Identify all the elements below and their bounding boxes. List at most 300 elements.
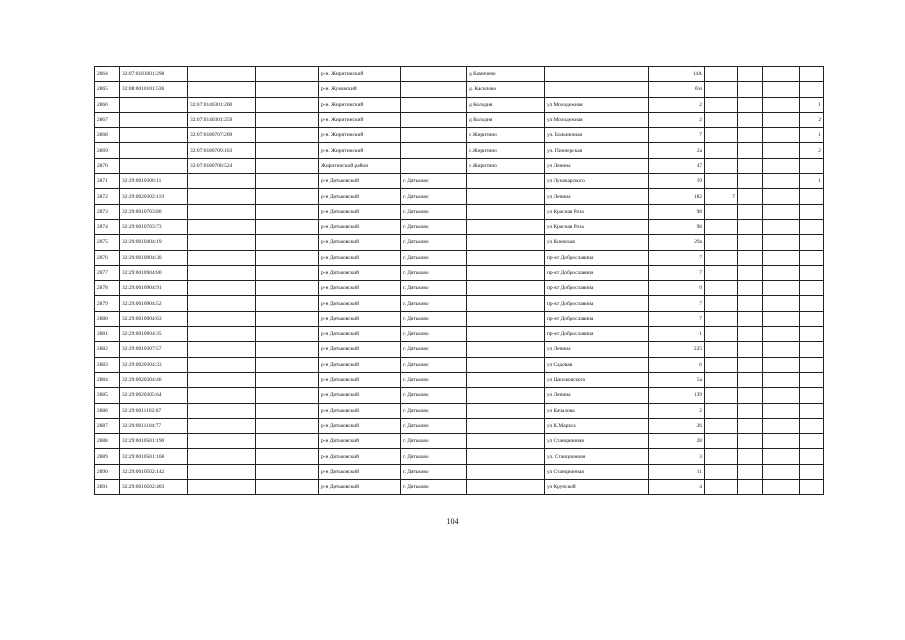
table-cell bbox=[763, 204, 800, 219]
table-cell: 7 bbox=[649, 311, 705, 326]
table-cell: ул. Пионерская bbox=[545, 143, 649, 158]
table-cell bbox=[800, 281, 824, 296]
table-cell bbox=[467, 311, 545, 326]
table-cell bbox=[800, 388, 824, 403]
table-cell bbox=[800, 418, 824, 433]
table-cell: 2886 bbox=[95, 403, 120, 418]
table-cell: 32:29:0010501:168 bbox=[120, 449, 188, 464]
table-cell bbox=[120, 112, 188, 127]
table-cell: д Колодня bbox=[467, 112, 545, 127]
table-cell: г. Дятьково bbox=[401, 357, 467, 372]
table-cell: 2878 bbox=[95, 281, 120, 296]
table-cell bbox=[800, 204, 824, 219]
table-cell bbox=[705, 143, 738, 158]
table-cell bbox=[256, 449, 319, 464]
table-cell: 2871 bbox=[95, 174, 120, 189]
table-cell bbox=[705, 464, 738, 479]
table-cell bbox=[738, 480, 763, 495]
table-cell: 225 bbox=[649, 342, 705, 357]
table-cell bbox=[705, 82, 738, 97]
table-cell bbox=[705, 480, 738, 495]
table-cell bbox=[738, 158, 763, 173]
table-cell: 2 bbox=[649, 403, 705, 418]
table-cell bbox=[256, 480, 319, 495]
table-cell bbox=[800, 189, 824, 204]
table-cell bbox=[401, 112, 467, 127]
table-cell bbox=[763, 97, 800, 112]
table-cell: 19 bbox=[649, 174, 705, 189]
table-row bbox=[95, 311, 824, 326]
table-row bbox=[95, 174, 824, 189]
table-row bbox=[95, 235, 824, 250]
table-cell bbox=[738, 219, 763, 234]
table-cell: 2891 bbox=[95, 480, 120, 495]
table-cell bbox=[467, 418, 545, 433]
table-cell: 2885 bbox=[95, 388, 120, 403]
table-cell: 2873 bbox=[95, 204, 120, 219]
table-cell: г. Дятьково bbox=[401, 296, 467, 311]
table-cell: г. Дятьково bbox=[401, 434, 467, 449]
table-cell: р-н Дятьковский bbox=[319, 219, 401, 234]
table-cell: ул Ленина bbox=[545, 342, 649, 357]
table-cell bbox=[763, 403, 800, 418]
table-cell bbox=[800, 235, 824, 250]
table-cell bbox=[120, 97, 188, 112]
table-cell: 32:29:0010904:80 bbox=[120, 265, 188, 280]
table-cell: г. Дятьково bbox=[401, 189, 467, 204]
table-cell: 32:29:0010904:30 bbox=[120, 250, 188, 265]
table-cell bbox=[738, 281, 763, 296]
table-cell: д Колодня bbox=[467, 97, 545, 112]
table-cell: 2889 bbox=[95, 449, 120, 464]
table-cell: 2881 bbox=[95, 327, 120, 342]
table-cell bbox=[763, 112, 800, 127]
table-cell: 2880 bbox=[95, 311, 120, 326]
table-row bbox=[95, 204, 824, 219]
table-cell: 9 bbox=[649, 281, 705, 296]
table-cell: г. Дятьково bbox=[401, 403, 467, 418]
table-cell: 32:29:0010306:11 bbox=[120, 174, 188, 189]
table-row bbox=[95, 97, 824, 112]
table-cell: 2869 bbox=[95, 143, 120, 158]
table-cell bbox=[188, 189, 256, 204]
table-cell bbox=[401, 158, 467, 173]
table-cell: ул Красная Роза bbox=[545, 204, 649, 219]
table-row bbox=[95, 128, 824, 143]
table-cell: 2879 bbox=[95, 296, 120, 311]
table-cell bbox=[188, 265, 256, 280]
table-row bbox=[95, 327, 824, 342]
table-row bbox=[95, 82, 824, 97]
table-cell bbox=[188, 372, 256, 387]
table-cell bbox=[738, 311, 763, 326]
table-cell bbox=[188, 403, 256, 418]
table-cell bbox=[705, 204, 738, 219]
table-cell bbox=[738, 128, 763, 143]
table-cell bbox=[763, 434, 800, 449]
table-cell: р-н. Жиритинский bbox=[319, 143, 401, 158]
table-cell: р-н Дятьковский bbox=[319, 281, 401, 296]
table-cell bbox=[800, 357, 824, 372]
table-cell bbox=[705, 327, 738, 342]
register-table bbox=[94, 66, 824, 495]
table-cell bbox=[188, 311, 256, 326]
table-cell bbox=[467, 296, 545, 311]
table-cell: 2868 bbox=[95, 128, 120, 143]
table-cell bbox=[738, 67, 763, 82]
table-cell: 7 bbox=[649, 296, 705, 311]
table-cell: 2884 bbox=[95, 372, 120, 387]
table-cell: 2 bbox=[800, 143, 824, 158]
table-cell bbox=[467, 372, 545, 387]
table-cell: б/н bbox=[649, 82, 705, 97]
table-cell: 182 bbox=[649, 189, 705, 204]
table-cell: 32:29:0010904:35 bbox=[120, 327, 188, 342]
table-cell bbox=[705, 128, 738, 143]
table-cell: 32:07:0181001:298 bbox=[120, 67, 188, 82]
table-cell: г. Дятьково bbox=[401, 464, 467, 479]
table-cell bbox=[188, 480, 256, 495]
table-cell: р-н Дятьковский bbox=[319, 174, 401, 189]
table-cell: 32:29:0020304:33 bbox=[120, 357, 188, 372]
table-cell bbox=[188, 342, 256, 357]
table-cell bbox=[738, 143, 763, 158]
table-cell: р-н. Жиритинский bbox=[319, 97, 401, 112]
table-cell: 28 bbox=[649, 434, 705, 449]
table-cell: р-н. Жуковский bbox=[319, 82, 401, 97]
table-cell bbox=[256, 403, 319, 418]
table-cell: р-н Дятьковский bbox=[319, 189, 401, 204]
table-cell: 7 bbox=[649, 250, 705, 265]
table-cell: ул Молодежная bbox=[545, 112, 649, 127]
table-row bbox=[95, 67, 824, 82]
table-cell bbox=[256, 158, 319, 173]
table-cell: 2867 bbox=[95, 112, 120, 127]
table-cell: 14А bbox=[649, 67, 705, 82]
table-cell: г. Дятьково bbox=[401, 265, 467, 280]
table-cell: 98 bbox=[649, 219, 705, 234]
table-cell bbox=[256, 327, 319, 342]
table-row bbox=[95, 296, 824, 311]
table-cell bbox=[188, 357, 256, 372]
table-cell bbox=[467, 464, 545, 479]
table-cell bbox=[188, 235, 256, 250]
table-cell bbox=[705, 281, 738, 296]
table-cell: р-н Дятьковский bbox=[319, 480, 401, 495]
table-row bbox=[95, 434, 824, 449]
table-cell bbox=[738, 174, 763, 189]
table-cell: с.Жиритино bbox=[467, 158, 545, 173]
table-cell bbox=[763, 265, 800, 280]
table-cell: 32:07:0140301:260 bbox=[188, 97, 256, 112]
table-cell bbox=[401, 143, 467, 158]
table-cell: 1 bbox=[800, 128, 824, 143]
table-cell: ул К.Маркса bbox=[545, 418, 649, 433]
table-cell bbox=[467, 219, 545, 234]
table-cell bbox=[467, 281, 545, 296]
table-cell: с.Жиритино bbox=[467, 143, 545, 158]
table-cell: 32:29:0020305:64 bbox=[120, 388, 188, 403]
table-cell bbox=[256, 281, 319, 296]
table-cell bbox=[705, 235, 738, 250]
table-cell bbox=[256, 388, 319, 403]
table-row bbox=[95, 464, 824, 479]
table-cell bbox=[467, 342, 545, 357]
table-cell: р-н. Жиритинский bbox=[319, 67, 401, 82]
table-cell: р-н Дятьковский bbox=[319, 388, 401, 403]
table-cell bbox=[705, 418, 738, 433]
table-cell bbox=[188, 449, 256, 464]
table-cell bbox=[705, 112, 738, 127]
table-cell: 32:29:0011104:77 bbox=[120, 418, 188, 433]
table-cell bbox=[705, 158, 738, 173]
table-cell bbox=[256, 464, 319, 479]
table-cell: ул Циолковского bbox=[545, 372, 649, 387]
table-cell bbox=[467, 357, 545, 372]
table-cell: 6 bbox=[649, 357, 705, 372]
table-row bbox=[95, 265, 824, 280]
table-cell bbox=[763, 311, 800, 326]
table-cell bbox=[545, 67, 649, 82]
table-cell: ул Ленина bbox=[545, 158, 649, 173]
table-cell bbox=[467, 480, 545, 495]
table-cell: 32:08:0010101:536 bbox=[120, 82, 188, 97]
table-cell: 32:29:0020304:46 bbox=[120, 372, 188, 387]
table-cell bbox=[738, 464, 763, 479]
table-cell: 26 bbox=[649, 418, 705, 433]
table-row bbox=[95, 281, 824, 296]
table-cell bbox=[738, 418, 763, 433]
table-cell bbox=[763, 327, 800, 342]
table-cell: д Камичево bbox=[467, 67, 545, 82]
table-cell bbox=[467, 449, 545, 464]
table-cell bbox=[763, 189, 800, 204]
table-cell: ул Станционная bbox=[545, 464, 649, 479]
table-cell bbox=[763, 235, 800, 250]
table-cell: пр-кт Доброславина bbox=[545, 250, 649, 265]
table-cell bbox=[188, 434, 256, 449]
table-cell bbox=[467, 403, 545, 418]
table-cell: д. Касилово bbox=[467, 82, 545, 97]
table-cell bbox=[800, 434, 824, 449]
table-cell bbox=[256, 112, 319, 127]
table-cell: г. Дятьково bbox=[401, 281, 467, 296]
table-cell: 98 bbox=[649, 204, 705, 219]
table-cell: р-н Дятьковский bbox=[319, 403, 401, 418]
table-cell: 7 bbox=[649, 128, 705, 143]
table-cell bbox=[120, 143, 188, 158]
table-cell: 32:29:0010703:73 bbox=[120, 219, 188, 234]
table-cell bbox=[763, 449, 800, 464]
table-cell: г. Дятьково bbox=[401, 449, 467, 464]
table-cell: г. Дятьково bbox=[401, 418, 467, 433]
table-cell: 7 bbox=[705, 189, 738, 204]
table-cell: ул Ленина bbox=[545, 189, 649, 204]
table-row bbox=[95, 418, 824, 433]
table-cell: 4 bbox=[649, 480, 705, 495]
table-cell: г. Дятьково bbox=[401, 311, 467, 326]
table-cell bbox=[738, 372, 763, 387]
table-cell: р-н Дятьковский bbox=[319, 327, 401, 342]
register-table-body bbox=[95, 67, 824, 495]
table-cell bbox=[705, 219, 738, 234]
table-cell bbox=[256, 174, 319, 189]
table-cell bbox=[800, 464, 824, 479]
table-cell: ул Станционная bbox=[545, 434, 649, 449]
table-cell: ул Луначарского bbox=[545, 174, 649, 189]
table-cell: р-н Дятьковский bbox=[319, 250, 401, 265]
table-cell: г. Дятьково bbox=[401, 372, 467, 387]
table-cell: р-н Дятьковский bbox=[319, 311, 401, 326]
table-cell bbox=[738, 342, 763, 357]
table-row bbox=[95, 449, 824, 464]
table-cell: 32:29:0010502:403 bbox=[120, 480, 188, 495]
table-cell bbox=[705, 67, 738, 82]
table-cell: 2866 bbox=[95, 97, 120, 112]
table-cell: ул Красная Роза bbox=[545, 219, 649, 234]
table-cell bbox=[763, 342, 800, 357]
table-cell: р-н Дятьковский bbox=[319, 418, 401, 433]
table-cell bbox=[188, 204, 256, 219]
table-cell bbox=[256, 372, 319, 387]
table-cell bbox=[401, 128, 467, 143]
table-cell: р-н Дятьковский bbox=[319, 464, 401, 479]
table-cell: 7 bbox=[649, 265, 705, 280]
table-row bbox=[95, 219, 824, 234]
table-cell bbox=[256, 82, 319, 97]
table-cell bbox=[120, 158, 188, 173]
page-number: 104 bbox=[446, 517, 459, 526]
table-cell bbox=[763, 296, 800, 311]
table-cell bbox=[467, 327, 545, 342]
table-cell: 32:07:0180709:163 bbox=[188, 143, 256, 158]
table-cell bbox=[467, 388, 545, 403]
table-cell: пр-кт Доброславина bbox=[545, 311, 649, 326]
table-cell: г. Дятьково bbox=[401, 235, 467, 250]
table-cell bbox=[467, 189, 545, 204]
table-cell bbox=[763, 480, 800, 495]
table-cell: 32:07:0180707:209 bbox=[188, 128, 256, 143]
table-cell: 32:29:0010904:91 bbox=[120, 281, 188, 296]
table-cell bbox=[705, 174, 738, 189]
table-cell: р-н Дятьковский bbox=[319, 296, 401, 311]
table-cell bbox=[763, 158, 800, 173]
table-cell bbox=[256, 97, 319, 112]
table-cell: ул Ленина bbox=[545, 388, 649, 403]
table-cell bbox=[467, 434, 545, 449]
table-cell bbox=[763, 464, 800, 479]
table-cell bbox=[800, 342, 824, 357]
table-cell bbox=[738, 97, 763, 112]
table-cell bbox=[763, 67, 800, 82]
table-cell: 2874 bbox=[95, 219, 120, 234]
table-cell: р-н Дятьковский bbox=[319, 449, 401, 464]
table-cell: г. Дятьково bbox=[401, 388, 467, 403]
table-cell: 2877 bbox=[95, 265, 120, 280]
table-cell: ул. Больничная bbox=[545, 128, 649, 143]
table-cell bbox=[738, 189, 763, 204]
table-row bbox=[95, 480, 824, 495]
table-cell bbox=[401, 82, 467, 97]
table-row bbox=[95, 189, 824, 204]
table-cell bbox=[256, 219, 319, 234]
table-cell bbox=[256, 143, 319, 158]
table-row bbox=[95, 158, 824, 173]
table-cell: р-н Дятьковский bbox=[319, 342, 401, 357]
table-cell bbox=[763, 250, 800, 265]
table-cell bbox=[738, 403, 763, 418]
table-cell bbox=[705, 250, 738, 265]
table-cell: р-н Дятьковский bbox=[319, 357, 401, 372]
table-cell: ул Садовая bbox=[545, 357, 649, 372]
table-cell: 2882 bbox=[95, 342, 120, 357]
table-cell bbox=[256, 342, 319, 357]
table-cell: пр-кт Доброславина bbox=[545, 265, 649, 280]
table-cell bbox=[256, 128, 319, 143]
table-cell: 32:29:0010703:80 bbox=[120, 204, 188, 219]
table-cell: г. Дятьково bbox=[401, 174, 467, 189]
table-cell bbox=[800, 265, 824, 280]
table-row bbox=[95, 372, 824, 387]
table-cell: 5а bbox=[649, 372, 705, 387]
table-cell: 2872 bbox=[95, 189, 120, 204]
table-cell bbox=[256, 357, 319, 372]
table-cell: 32:07:0180708:524 bbox=[188, 158, 256, 173]
table-cell: р-н Дятьковский bbox=[319, 204, 401, 219]
table-cell: ул Качалова bbox=[545, 403, 649, 418]
table-row bbox=[95, 112, 824, 127]
table-cell: пр-кт Доброславина bbox=[545, 281, 649, 296]
table-cell: р-н Дятьковский bbox=[319, 265, 401, 280]
table-cell: 32:29:0010904:52 bbox=[120, 296, 188, 311]
table-cell bbox=[256, 296, 319, 311]
table-cell: р-н Дятьковский bbox=[319, 372, 401, 387]
table-cell bbox=[120, 128, 188, 143]
table-cell bbox=[256, 235, 319, 250]
table-cell bbox=[467, 235, 545, 250]
table-cell: пр-кт Доброславина bbox=[545, 296, 649, 311]
table-cell bbox=[763, 418, 800, 433]
table-cell: 1 bbox=[800, 174, 824, 189]
table-cell bbox=[763, 372, 800, 387]
table-cell bbox=[738, 449, 763, 464]
table-cell bbox=[188, 388, 256, 403]
table-cell bbox=[188, 82, 256, 97]
table-cell bbox=[705, 342, 738, 357]
table-cell: р-н. Жиритинский bbox=[319, 112, 401, 127]
table-cell bbox=[800, 296, 824, 311]
table-cell bbox=[738, 434, 763, 449]
table-cell bbox=[800, 311, 824, 326]
table-cell bbox=[188, 174, 256, 189]
table-cell bbox=[800, 449, 824, 464]
table-cell bbox=[188, 327, 256, 342]
table-cell: ул Молодежная bbox=[545, 97, 649, 112]
table-cell bbox=[738, 82, 763, 97]
table-cell bbox=[763, 281, 800, 296]
table-cell bbox=[705, 449, 738, 464]
table-cell: ул. Станционная bbox=[545, 449, 649, 464]
table-cell: 2864 bbox=[95, 67, 120, 82]
table-cell bbox=[738, 388, 763, 403]
table-cell bbox=[800, 327, 824, 342]
table-cell bbox=[401, 97, 467, 112]
table-cell bbox=[800, 158, 824, 173]
table-cell bbox=[467, 265, 545, 280]
table-cell bbox=[256, 418, 319, 433]
table-cell: 11 bbox=[649, 464, 705, 479]
table-cell: 2876 bbox=[95, 250, 120, 265]
